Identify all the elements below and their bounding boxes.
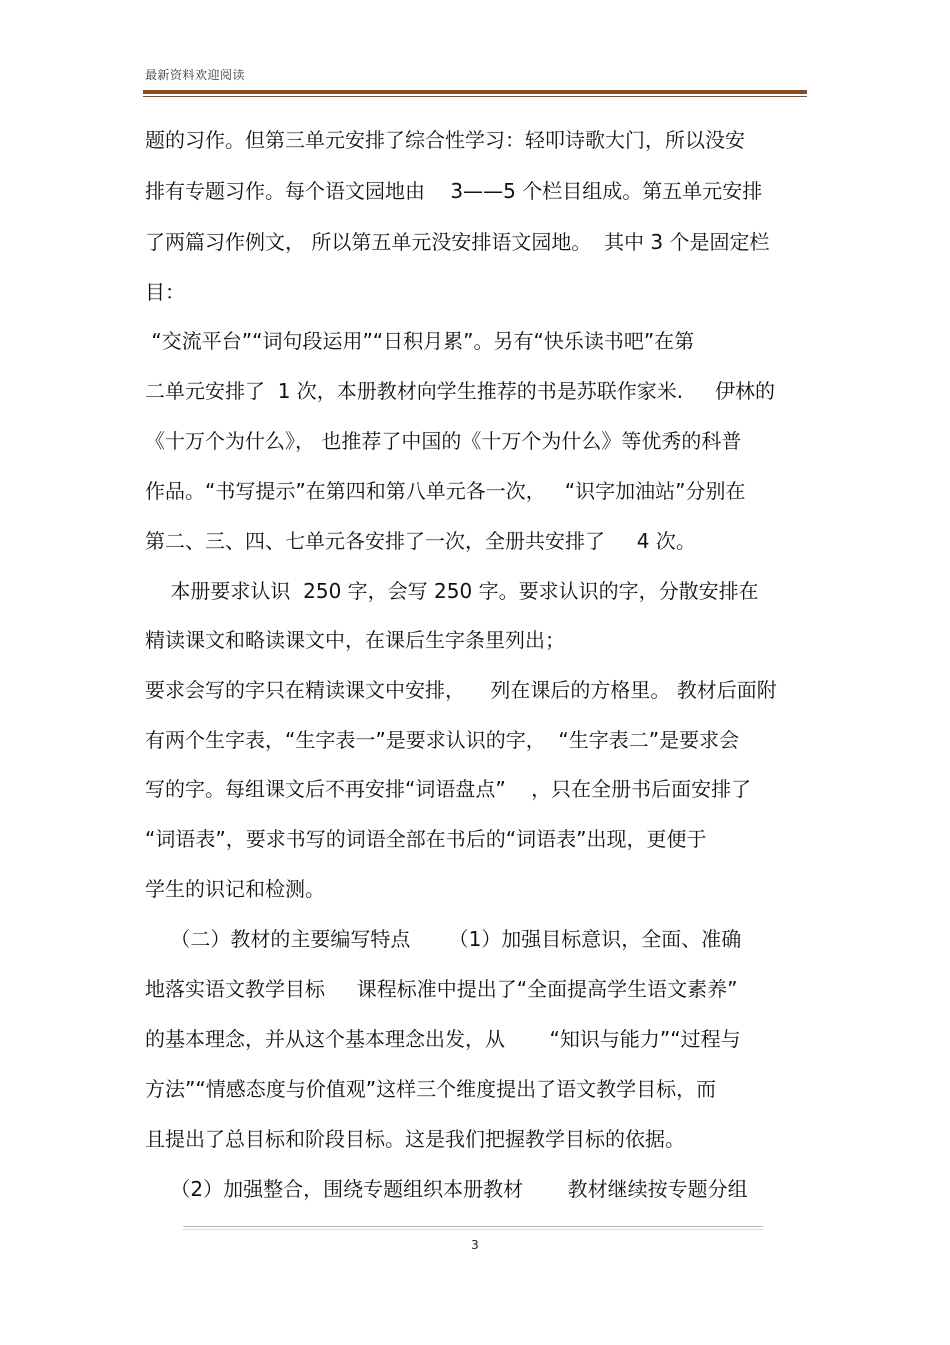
body-line: 排有专题习作。每个语文园地由 3——5 个栏目组成。第五单元安排 [145,179,763,203]
body-line: 第二、三、四、七单元各安排了一次，全册共安排了 4 次。 [145,529,696,553]
body-line: 的基本理念，并从这个基本理念出发，从 “知识与能力”“过程与 [145,1027,741,1051]
body-line: 学生的识记和检测。 [145,877,325,901]
body-line: 地落实语文教学目标 课程标准中提出了“全面提高学生语文素养” [145,977,738,1001]
body-line: “词语表”，要求书写的词语全部在书后的“词语表”出现，更便于 [145,827,707,851]
body-line: 《十万个为什么》， 也推荐了中国的《十万个为什么》等优秀的科普 [145,429,742,453]
page-number: 3 [471,1238,479,1252]
body-line: 且提出了总目标和阶段目标。这是我们把握教学目标的依据。 [145,1127,685,1151]
body-line: 作品。“书写提示”在第四和第八单元各一次， “识字加油站”分别在 [145,479,746,503]
page-header-text: 最新资料欢迎阅读 [145,68,246,82]
body-line: 要求会写的字只在精读课文中安排， 列在课后的方格里。 教材后面附 [145,678,777,702]
body-line: 写的字。每组课文后不再安排“词语盘点” ，只在全册书后面安排了 [145,777,752,801]
body-line: （二）教材的主要编写特点 （1）加强目标意识，全面、准确 [145,927,742,951]
body-line: （2）加强整合，围绕专题组织本册教材 教材继续按专题分组 [145,1177,748,1201]
body-line: 有两个生字表，“生字表一”是要求认识的字， “生字表二”是要求会 [145,728,740,752]
body-line: 题的习作。但第三单元安排了综合性学习：轻叩诗歌大门，所以没安 [145,128,745,152]
footer-rule [183,1226,763,1227]
header-rule [143,90,807,94]
body-line: 本册要求认识 250 字，会写 250 字。要求认识的字，分散安排在 [145,579,759,603]
body-line: 精读课文和略读课文中，在课后生字条里列出； [145,628,565,652]
header-rule-thin [143,96,807,97]
body-line: 方法”“情感态度与价值观”这样三个维度提出了语文教学目标，而 [145,1077,717,1101]
body-line: 目： [145,280,185,304]
footer-rule-shadow [183,1229,763,1230]
body-line: “交流平台”“词句段运用”“日积月累”。另有“快乐读书吧”在第 [145,329,695,353]
body-line: 二单元安排了 1 次，本册教材向学生推荐的书是苏联作家米. 伊林的 [145,379,775,403]
body-line: 了两篇习作例文， 所以第五单元没安排语文园地。 其中 3 个是固定栏 [145,230,770,254]
